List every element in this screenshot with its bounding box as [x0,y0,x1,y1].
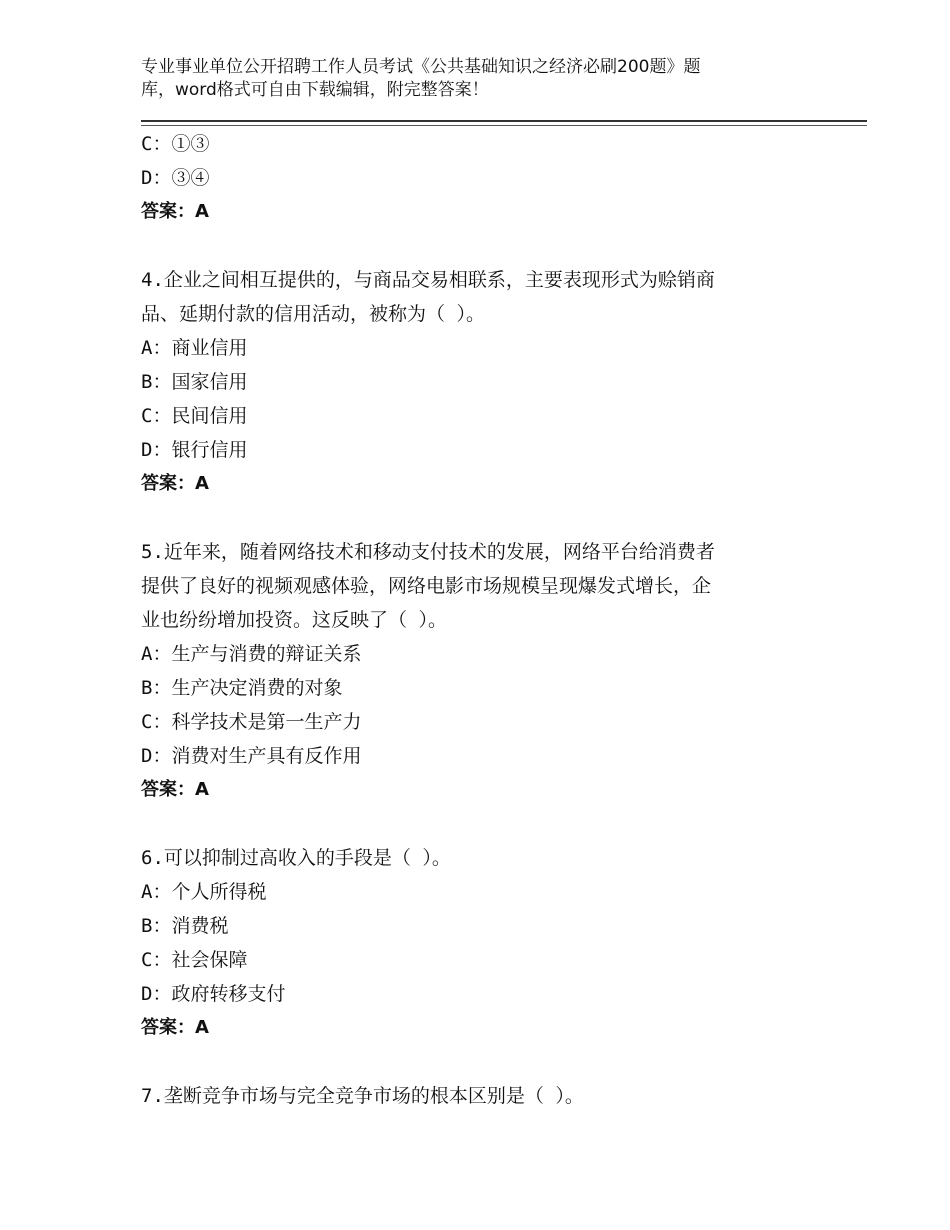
q4-option-c: C：民间信用 [141,405,248,427]
q4-option-d: D：银行信用 [141,439,248,461]
spacer [141,807,811,841]
header-rule-thin [141,125,867,126]
q5-stem-line-1: 5.近年来，随着网络技术和移动支付技术的发展，网络平台给消费者 [141,541,715,563]
q4-option-a: A：商业信用 [141,337,248,359]
q5-option-c: C：科学技术是第一生产力 [141,711,362,733]
q7-stem-line-1: 7.垄断竞争市场与完全竞争市场的根本区别是（ ）。 [141,1085,584,1107]
q3-option-c: C：①③ [141,133,210,155]
spacer [141,1045,811,1079]
q3-answer: 答案：A [141,201,209,222]
header-line-2: 库，word格式可自由下载编辑，附完整答案！ [141,80,489,100]
q4-answer: 答案：A [141,473,209,494]
spacer [141,501,811,535]
page-header [141,56,801,102]
q3-option-d: D：③④ [141,167,210,189]
q5-option-d: D：消费对生产具有反作用 [141,745,362,767]
q5-option-a: A：生产与消费的辩证关系 [141,643,362,665]
q6-option-d: D：政府转移支付 [141,983,286,1005]
q6-option-c: C：社会保障 [141,949,248,971]
q5-option-b: B：生产决定消费的对象 [141,677,343,699]
q6-stem-line-1: 6.可以抑制过高收入的手段是（ ）。 [141,847,451,869]
q4-stem-line-2: 品、延期付款的信用活动，被称为（ ）。 [141,303,485,325]
q4-stem-line-1: 4.企业之间相互提供的，与商品交易相联系，主要表现形式为赊销商 [141,269,715,291]
q4-option-b: B：国家信用 [141,371,248,393]
question-content [141,127,811,1113]
q6-option-b: B：消费税 [141,915,229,937]
header-line-1: 专业事业单位公开招聘工作人员考试《公共基础知识之经济必刷200题》题 [141,57,701,77]
q6-option-a: A：个人所得税 [141,881,267,903]
spacer [141,229,811,263]
q5-answer: 答案：A [141,779,209,800]
header-rule-thick [141,120,867,122]
q5-stem-line-3: 业也纷纷增加投资。这反映了（ ）。 [141,609,447,631]
q5-stem-line-2: 提供了良好的视频观感体验，网络电影市场规模呈现爆发式增长，企 [141,575,712,597]
q6-answer: 答案：A [141,1017,209,1038]
